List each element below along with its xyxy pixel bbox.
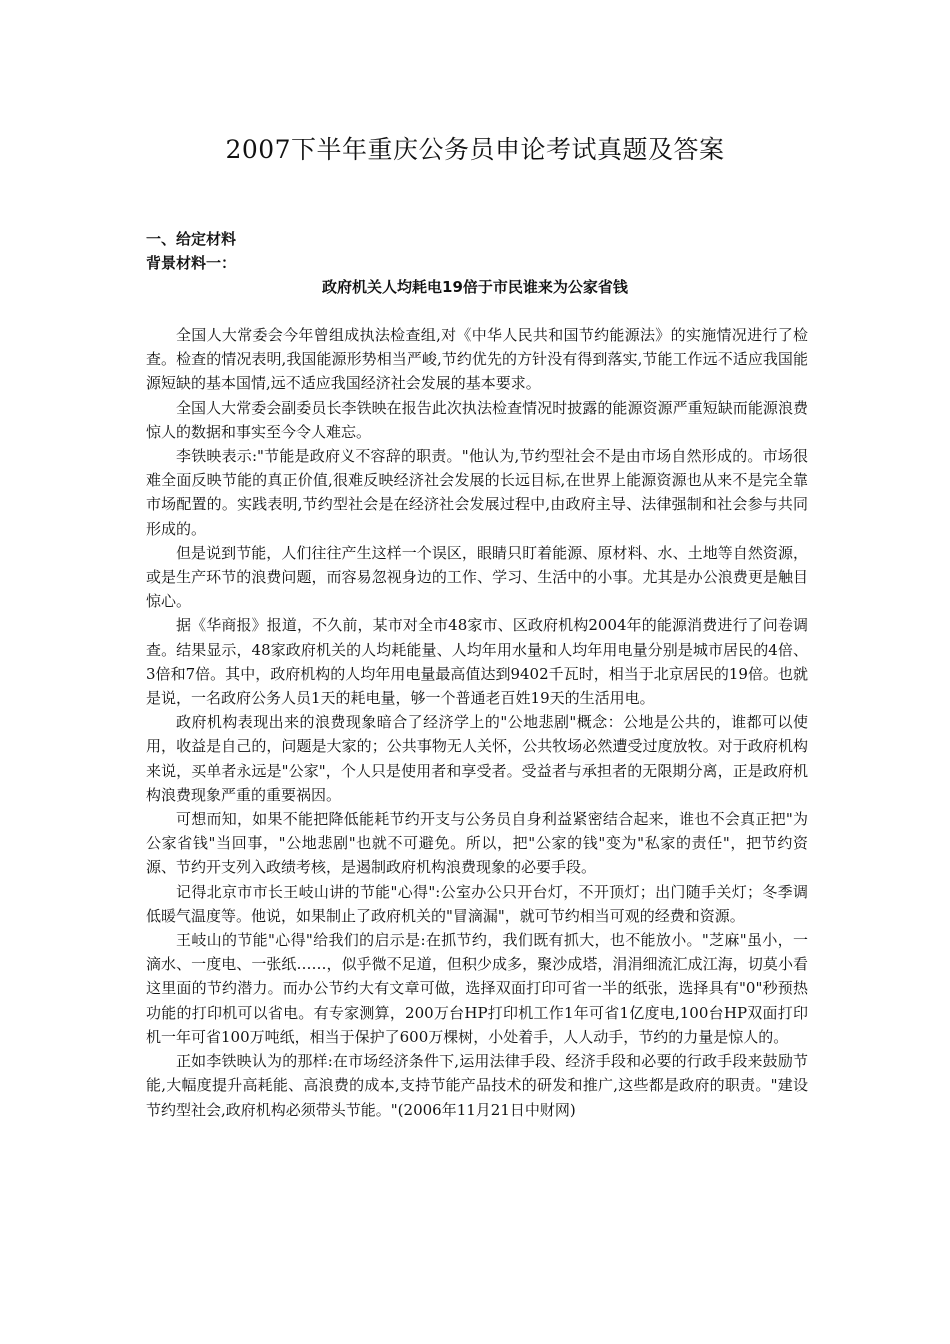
paragraph: 全国人大常委会副委员长李铁映在报告此次执法检查情况时披露的能源资源严重短缺而能源浪费惊人的数据和事实至今令人难忘。 [146, 398, 808, 441]
paragraph: 正如李铁映认为的那样:在市场经济条件下,运用法律手段、经济手段和必要的行政手段来鼓励节能,大幅度提升高耗能、高浪费的成本,支持节能产品技术的研发和推广,这些都是政府的职责。"建设节约型社会,政府机构必须带头节能。"(2006年11月21日中财网) [146, 1052, 808, 1119]
material-label: 背景材料一： [146, 254, 237, 272]
paragraph: 全国人大常委会今年曾组成执法检查组,对《中华人民共和国节约能源法》的实施情况进行了检查。检查的情况表明,我国能源形势相当严峻,节约优先的方针没有得到落实,节能工作远不适应我国能源短缺的基本国情,远不适应我国经济社会发展的基本要求。 [146, 326, 808, 393]
paragraph: 记得北京市市长王岐山讲的节能"心得":公室办公只开台灯，不开顶灯；出门随手关灯；冬季调低暖气温度等。他说，如果制止了政府机关的"冒滴漏"，就可节约相当可观的经费和资源。 [146, 882, 808, 925]
article-body [146, 323, 808, 1122]
paragraph: 但是说到节能，人们往往产生这样一个误区，眼睛只盯着能源、原材料、水、土地等自然资源，或是生产环节的浪费问题，而容易忽视身边的工作、学习、生活中的小事。尤其是办公浪费更是触目惊心。 [146, 543, 808, 611]
document-title: 2007下半年重庆公务员申论考试真题及答案 [225, 135, 725, 164]
paragraph: 政府机构表现出来的浪费现象暗合了经济学上的"公地悲剧"概念：公地是公共的，谁都可以使用，收益是自己的，问题是大家的；公共事物无人关怀，公共牧场必然遭受过度放牧。对于政府机构来说，买单者永远是"公家"，个人只是使用者和享受者。受益者与承担者的无限期分离，正是政府机构浪费现象严重的重要祸因。 [146, 713, 808, 804]
paragraph: 据《华商报》报道，不久前，某市对全市48家市、区政府机构2004年的能源消费进行了问卷调查。结果显示，48家政府机关的人均耗能量、人均年用水量和人均年用电量分别是城市居民的4倍、3倍和7倍。其中，政府机构的人均年用电量最高值达到9402千瓦时，相当于北京居民的19倍。也就是说，一名政府公务人员1天的耗电量，够一个普通老百姓19天的生活用电。 [146, 616, 808, 708]
section-heading: 一、给定材料 [146, 230, 237, 248]
paragraph: 李铁映表示:"节能是政府义不容辞的职责。"他认为,节约型社会不是由市场自然形成的。市场很难全面反映节能的真正价值,很难反映经济社会发展的长远目标,在世界上能源资源也从来不是完全靠市场配置的。实践表明,节约型社会是在经济社会发展过程中,由政府主导、法律强制和社会参与共同形成的。 [146, 447, 808, 538]
paragraph: 可想而知，如果不能把降低能耗节约开支与公务员自身利益紧密结合起来，谁也不会真正把"为公家省钱"当回事，"公地悲剧"也就不可避免。所以，把"公家的钱"变为"私家的责任"，把节约资源、节约开支列入政绩考核，是遏制政府机构浪费现象的必要手段。 [146, 810, 808, 877]
paragraph: 王岐山的节能"心得"给我们的启示是:在抓节约，我们既有抓大，也不能放小。"芝麻"虽小，一滴水、一度电、一张纸……，似乎微不足道，但积少成多，聚沙成塔，涓涓细流汇成江海，切莫小看这里面的节约潜力。而办公节约大有文章可做，选择双面打印可省一半的纸张，选择具有"0"秒预热功能的打印机可以省电。有专家测算，200万台HP打印机工作1年可省1亿度电,100台HP双面打印机一年可省100万吨纸，相当于保护了600万棵树，小处着手，人人动手，节约的力量是惊人的。 [146, 931, 808, 1046]
article-title: 政府机关人均耗电19倍于市民谁来为公家省钱 [322, 278, 628, 296]
